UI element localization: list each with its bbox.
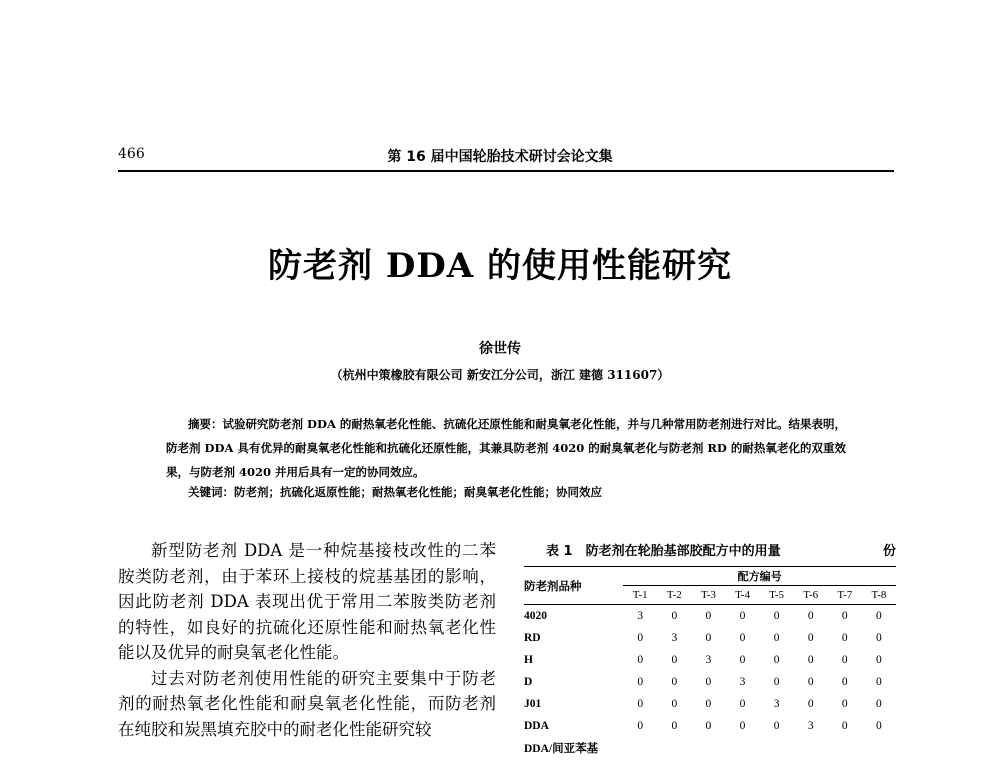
body-paragraph: 过去对防老剂使用性能的研究主要集中于防老剂的耐热氧老化性能和耐臭氧老化性能，而防老剂在纯胶和炭黑填充胶中的耐老化性能研究较 [118, 668, 496, 739]
column-header: T-7 [828, 586, 862, 605]
table-cell: 0 [739, 632, 746, 644]
row-label: D [524, 676, 533, 688]
table-cell: 0 [739, 654, 746, 666]
table-cell: 0 [807, 654, 814, 666]
table-cell: 0 [876, 676, 882, 688]
row-label: H [524, 654, 533, 666]
table-cell: 0 [773, 632, 780, 644]
table-cell: 0 [841, 676, 848, 688]
table-row [524, 693, 896, 715]
table-cell: 0 [637, 632, 644, 644]
table-cell: 3 [637, 610, 644, 622]
table-cell: 0 [739, 720, 746, 732]
table-cell: 0 [841, 720, 848, 732]
table-cell: 0 [807, 610, 814, 622]
table-cell: 0 [705, 632, 712, 644]
table-cell: 0 [773, 676, 780, 688]
table-cell: 0 [876, 610, 882, 622]
table-cell: 0 [671, 654, 678, 666]
table-cell: 0 [739, 610, 746, 622]
table-row [524, 671, 896, 693]
table-cell: 0 [705, 676, 712, 688]
table-cell: 3 [773, 698, 780, 710]
table-cell: 0 [739, 698, 746, 710]
row-label: J01 [524, 698, 542, 710]
table-row [524, 627, 896, 649]
table-cell: 3 [739, 676, 746, 688]
table-cell: 3 [705, 654, 712, 666]
formulation-table [524, 566, 896, 759]
column-header: T-6 [794, 586, 828, 605]
column-header: T-8 [862, 586, 896, 605]
row-label: 4020 [524, 610, 547, 622]
table-cell: 0 [876, 632, 882, 644]
table-caption-text: 表 1 防老剂在轮胎基部胶配方中的用量 [546, 544, 781, 559]
table-row [524, 737, 896, 759]
table-cell: 0 [637, 720, 644, 732]
table-cell: 0 [841, 610, 848, 622]
table-cell: 0 [876, 698, 882, 710]
column-header: T-1 [623, 586, 657, 605]
table-cell: 0 [876, 720, 882, 732]
table-cell: 3 [671, 632, 678, 644]
table-cell: 0 [671, 698, 678, 710]
table-cell: 3 [807, 720, 814, 732]
abstract [166, 412, 846, 484]
table-cell: 0 [705, 720, 712, 732]
table-row [524, 715, 896, 737]
column-header: T-2 [657, 586, 691, 605]
table-cell: 0 [773, 720, 780, 732]
table-cell: 0 [807, 632, 814, 644]
row-label: RD [524, 632, 541, 644]
column-header: T-4 [725, 586, 759, 605]
table-cell: 0 [671, 610, 678, 622]
row-label: DDA [524, 720, 549, 732]
table-caption [546, 540, 896, 559]
body-column [118, 538, 496, 742]
column-header: T-3 [691, 586, 725, 605]
keywords: 关键词：防老剂；抗硫化返原性能；耐热氧老化性能；耐臭氧老化性能；协同效应 [188, 485, 602, 499]
table-cell: 0 [671, 720, 678, 732]
table-cell: 0 [671, 676, 678, 688]
table-cell: 0 [807, 698, 814, 710]
table-cell: 0 [705, 698, 712, 710]
group-header: 配方编号 [623, 567, 896, 586]
row-header: 防老剂品种 [524, 567, 623, 605]
column-header: T-5 [760, 586, 794, 605]
table-row [524, 605, 896, 628]
page-number: 466 [118, 146, 145, 162]
table-cell: 0 [637, 676, 644, 688]
table-cell: 0 [637, 654, 644, 666]
running-title: 第 16 届中国轮胎技术研讨会论文集 [387, 149, 613, 165]
table-cell: 0 [841, 698, 848, 710]
table-cell: 0 [773, 654, 780, 666]
table-cell: 0 [705, 610, 712, 622]
table-row [524, 649, 896, 671]
table-cell: 0 [807, 676, 814, 688]
table-unit: 份 [882, 544, 896, 559]
author-name: 徐世传 [479, 341, 521, 357]
row-label: DDA/间亚苯基 [524, 743, 599, 755]
paper-title: 防老剂 DDA 的使用性能研究 [267, 246, 733, 286]
table-cell: 0 [841, 632, 848, 644]
table-cell: 0 [841, 654, 848, 666]
table-cell: 0 [637, 698, 644, 710]
abstract-text: 摘要：试验研究防老剂 DDA 的耐热氧老化性能、抗硫化还原性能和耐臭氧老化性能，并与几种常用防老剂进行对比。结果表明，防老剂 DDA 具有优异的耐臭氧老化性能和抗硫化还原性能，其兼具防老剂 4020 的耐臭氧老化与防老剂 RD 的耐热氧老化的双重效果，与防老剂 4020 并用后具有一定的协同效应。 [166, 417, 846, 479]
table-cell: 0 [876, 654, 882, 666]
table-cell: 0 [773, 610, 780, 622]
body-paragraph: 新型防老剂 DDA 是一种烷基接枝改性的二苯胺类防老剂，由于苯环上接枝的烷基基团的影响，因此防老剂 DDA 表现出优于常用二苯胺类防老剂的特性，如良好的抗硫化还原性能和耐热氧老化性能以及优异的耐臭氧老化性能。 [118, 541, 496, 662]
header-rule [118, 170, 894, 172]
author-affiliation: （杭州中策橡胶有限公司 新安江分公司，浙江 建德 311607） [330, 368, 670, 382]
